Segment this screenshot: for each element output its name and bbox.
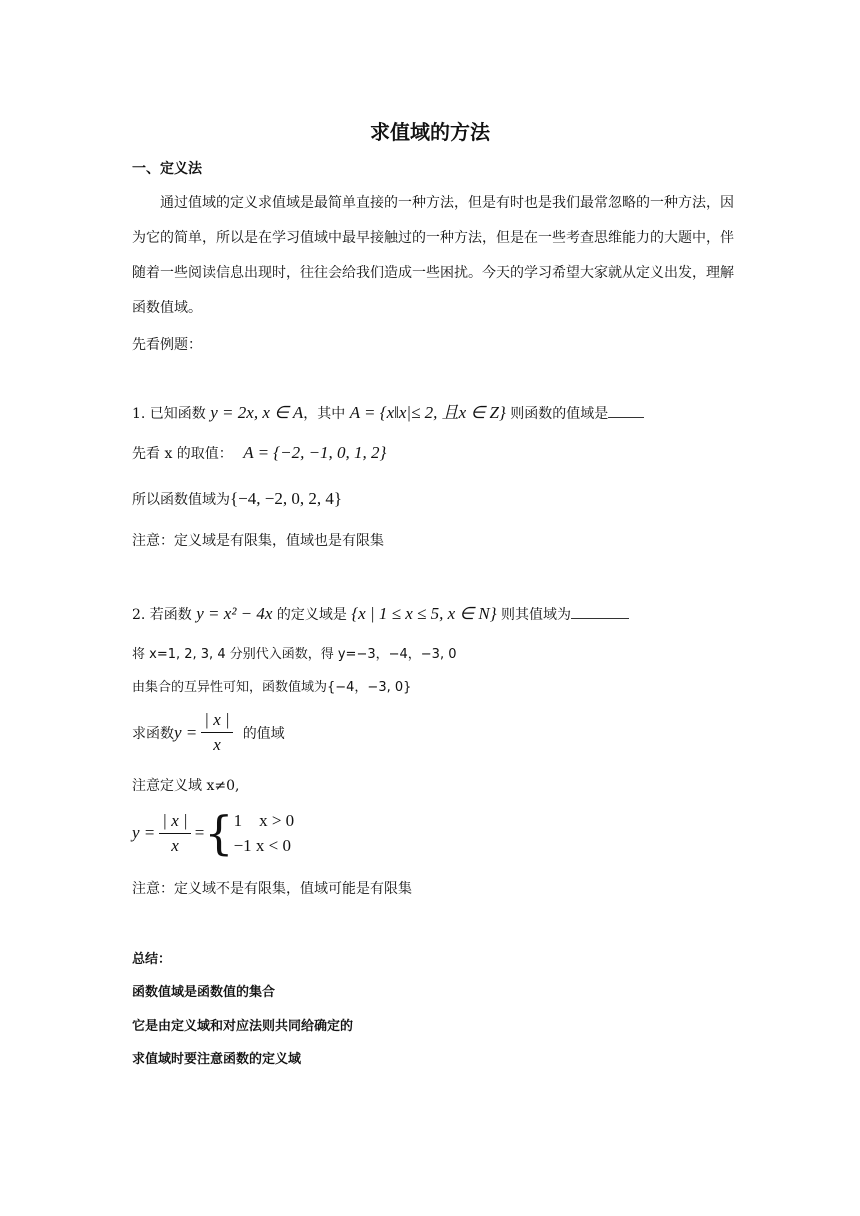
example-2-conclusion: 由集合的互异性可知，函数值域为{−4，−3, 0} — [132, 680, 412, 695]
examples-intro: 先看例题： — [132, 337, 202, 353]
ex1-step1-math: A = {−2, −1, 0, 1, 2} — [243, 443, 387, 462]
piecewise-equals: = — [194, 823, 205, 842]
fraction-denominator: x — [213, 735, 221, 754]
answer-blank-2 — [571, 617, 629, 619]
ex2-prefix: 2. 若函数 — [132, 607, 197, 623]
piecewise-case-1: 1 x > 0 — [233, 811, 295, 830]
example-3-domain-note: 注意定义域 x≠0, — [132, 778, 240, 794]
example-3-note: 注意：定义域不是有限集，值域可能是有限集 — [132, 881, 412, 897]
summary-line-3: 求值域时要注意函数的定义域 — [132, 1052, 302, 1067]
ex2-suffix: 则其值域为 — [496, 607, 572, 623]
summary-line-2: 它是由定义域和对应法则共同给确定的 — [132, 1019, 354, 1034]
ex1-step1-label: 先看 x 的取值： — [132, 446, 233, 462]
summary-line-1: 函数值域是函数值的集合 — [132, 985, 276, 1000]
example-1-question — [132, 398, 644, 423]
example-1-step-1 — [132, 443, 386, 463]
ex2-function: y = x² − 4x — [196, 604, 273, 623]
ex1-function: y = 2x, x ∈ A — [210, 403, 304, 422]
example-1-step-2 — [132, 489, 342, 509]
piecewise-brace: { — [204, 806, 234, 860]
example-1-note: 注意：定义域是有限集，值域也是有限集 — [132, 533, 384, 549]
intro-paragraph: 通过值域的定义求值域是最简单直接的一种方法，但是有时也是我们最常忽略的一种方法，因为它的简单，所以是在学习值域中最早接触过的一种方法，但是在一些考查思维能力的大题中，伴随着一些阅读信息出现时，往往会给我们造成一些困扰。今天的学习希望大家就从定义出发，理解函数值域。 — [132, 195, 734, 316]
ex2-set: {x | 1 ≤ x ≤ 5, x ∈ N} — [351, 604, 497, 623]
page-title: 求值域的方法 — [370, 120, 490, 144]
example-2-substitution: 将 x=1, 2, 3, 4 分别代入函数，得 y=−3，−4，−3, 0 — [132, 647, 457, 662]
summary-heading: 总结： — [132, 952, 172, 967]
ex3-fraction — [201, 710, 232, 755]
piecewise-numerator: | x | — [159, 811, 190, 834]
ex1-prefix: 1. 已知函数 — [132, 406, 211, 422]
piecewise-denominator: x — [171, 835, 179, 855]
ex1-set: A = {x‖x|≤ 2, 且x ∈ Z} — [349, 403, 506, 422]
piecewise-lhs: y = — [132, 823, 156, 842]
piecewise-function — [132, 808, 294, 858]
ex3-y-eq: y = — [174, 722, 198, 742]
ex3-suffix: 的值域 — [242, 725, 285, 742]
ex1-mid: ，其中 — [303, 406, 350, 422]
ex3-prefix: 求函数 — [132, 725, 174, 742]
fraction-numerator: | x | — [201, 710, 232, 733]
piecewise-cases — [234, 808, 295, 858]
section-heading-definition: 一、定义法 — [132, 161, 202, 177]
answer-blank-1 — [608, 416, 644, 418]
ex1-step2-label: 所以函数值域为 — [132, 492, 230, 508]
example-3-question — [132, 710, 285, 755]
piecewise-case-2: −1 x < 0 — [233, 836, 291, 855]
ex1-step2-math: {−4, −2, 0, 2, 4} — [230, 489, 342, 508]
ex2-mid: 的定义域是 — [272, 607, 352, 623]
example-2-question — [132, 604, 629, 624]
ex1-suffix: 则函数的值域是 — [505, 406, 609, 422]
piecewise-fraction — [159, 811, 190, 856]
